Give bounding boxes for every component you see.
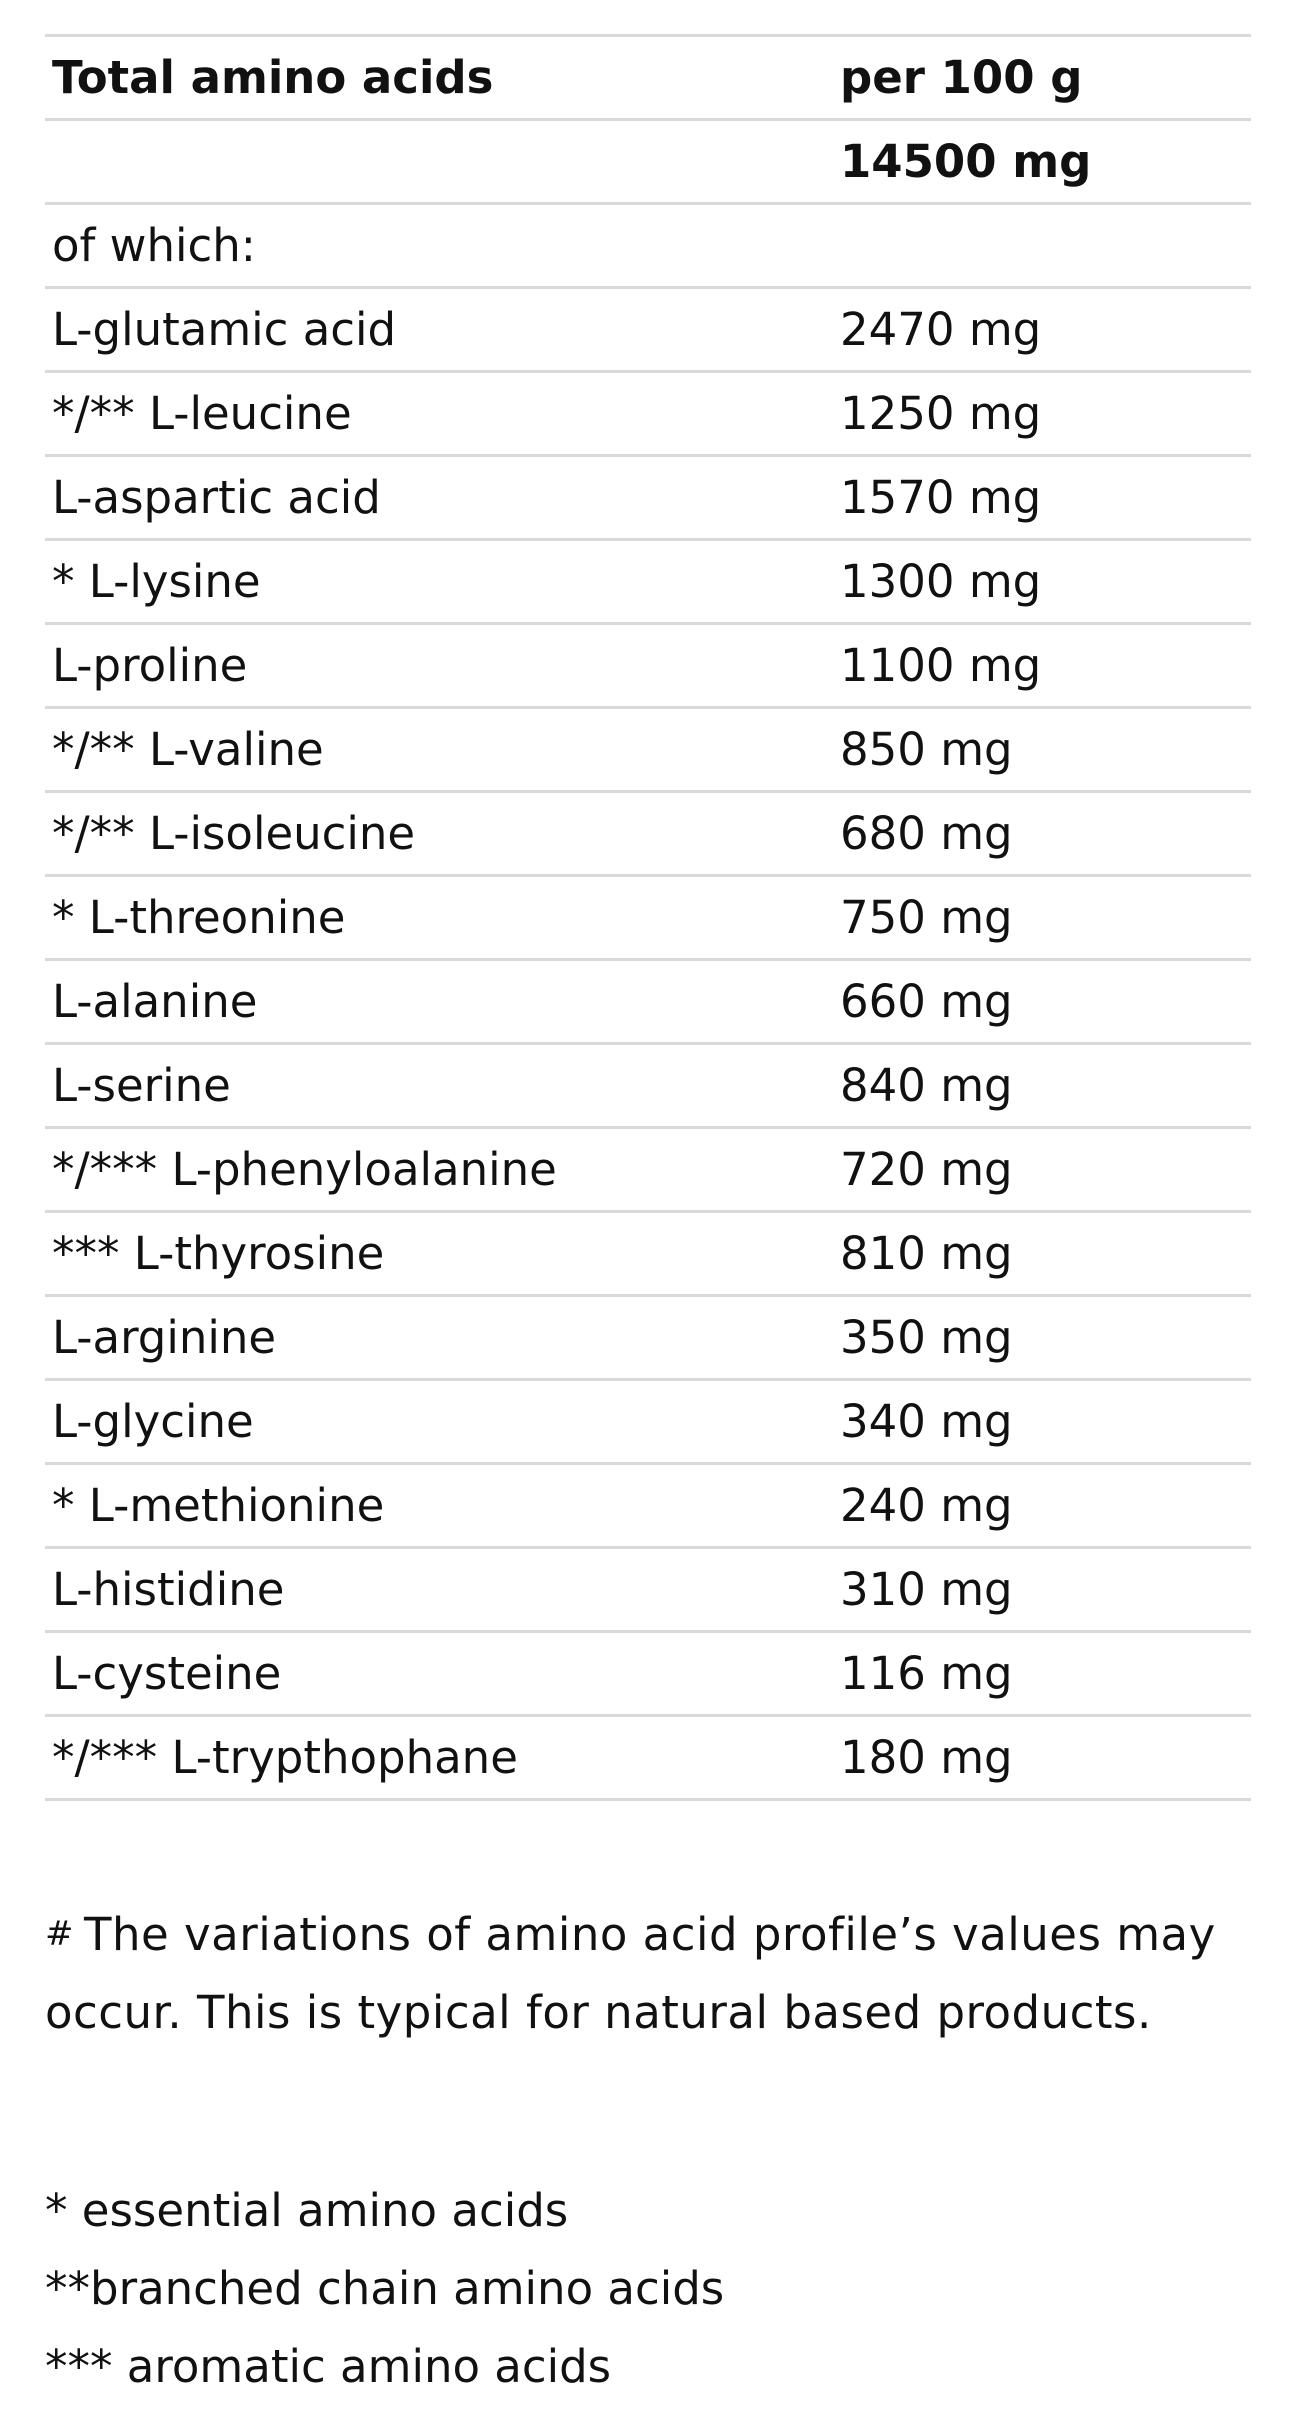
- amino-acid-amount: 720 mg: [840, 1143, 1013, 1196]
- amino-acid-amount: 680 mg: [840, 807, 1013, 860]
- table-row: [45, 541, 1251, 625]
- amino-acid-name: L-cysteine: [52, 1647, 282, 1700]
- table-row: [45, 457, 1251, 541]
- amino-acid-amount: 116 mg: [840, 1647, 1013, 1700]
- table-row: [45, 961, 1251, 1045]
- table-row: [45, 793, 1251, 877]
- table-row: [45, 1633, 1251, 1717]
- amino-acid-name: */*** L-phenyloalanine: [52, 1143, 557, 1196]
- table-row: [45, 1045, 1251, 1129]
- amino-acid-name: */*** L-trypthophane: [52, 1731, 518, 1784]
- header-value-cell: per 100 g: [840, 51, 1083, 104]
- table-row: [45, 625, 1251, 709]
- total-value-cell: 14500 mg: [840, 135, 1092, 188]
- amino-acid-amount: 2470 mg: [840, 303, 1042, 356]
- table-header-row: [45, 37, 1251, 121]
- table-row: [45, 373, 1251, 457]
- header-name-cell: Total amino acids: [52, 51, 494, 104]
- table-row: [45, 1549, 1251, 1633]
- amino-acid-amount: 180 mg: [840, 1731, 1013, 1784]
- footnote-legend: [45, 2172, 1225, 2406]
- amino-acid-name: L-serine: [52, 1059, 231, 1112]
- amino-acid-name: L-alanine: [52, 975, 258, 1028]
- amino-acid-amount: 340 mg: [840, 1395, 1013, 1448]
- amino-acid-table: [45, 34, 1251, 1801]
- amino-acid-name: * L-threonine: [52, 891, 346, 944]
- amino-acid-name: */** L-isoleucine: [52, 807, 416, 860]
- amino-acid-name: */** L-leucine: [52, 387, 352, 440]
- total-row: [45, 121, 1251, 205]
- note-text: The variations of amino acid profile’s values may occur. This is typical for natural based products.: [45, 1908, 1216, 2039]
- table-row: [45, 1465, 1251, 1549]
- amino-acid-amount: 310 mg: [840, 1563, 1013, 1616]
- amino-acid-name: L-glutamic acid: [52, 303, 397, 356]
- amino-acid-amount: 840 mg: [840, 1059, 1013, 1112]
- table-row: [45, 1381, 1251, 1465]
- table-row: [45, 289, 1251, 373]
- table-row: [45, 877, 1251, 961]
- amino-acid-name: L-glycine: [52, 1395, 254, 1448]
- amino-acid-name: L-arginine: [52, 1311, 277, 1364]
- amino-acid-amount: 1250 mg: [840, 387, 1042, 440]
- amino-acid-amount: 350 mg: [840, 1311, 1013, 1364]
- table-row: [45, 1717, 1251, 1801]
- amino-acid-amount: 850 mg: [840, 723, 1013, 776]
- legend-essential: * essential amino acids: [45, 2184, 569, 2237]
- amino-acid-amount: 660 mg: [840, 975, 1013, 1028]
- variation-note: [45, 1895, 1225, 2052]
- subheading-cell: of which:: [52, 219, 256, 272]
- amino-acid-name: */** L-valine: [52, 723, 324, 776]
- legend-branched-chain: **branched chain amino acids: [45, 2262, 725, 2315]
- amino-acid-amount: 750 mg: [840, 891, 1013, 944]
- amino-acid-name: *** L-thyrosine: [52, 1227, 385, 1280]
- amino-acid-name: * L-lysine: [52, 555, 261, 608]
- amino-acid-amount: 240 mg: [840, 1479, 1013, 1532]
- amino-acid-rows: [45, 289, 1251, 1801]
- amino-acid-amount: 1100 mg: [840, 639, 1042, 692]
- amino-acid-amount: 1570 mg: [840, 471, 1042, 524]
- amino-acid-name: L-proline: [52, 639, 248, 692]
- amino-acid-amount: 1300 mg: [840, 555, 1042, 608]
- note-hash-symbol: #: [45, 1914, 74, 1954]
- table-row: [45, 1213, 1251, 1297]
- amino-acid-name: * L-methionine: [52, 1479, 385, 1532]
- amino-acid-name: L-aspartic acid: [52, 471, 381, 524]
- legend-aromatic: *** aromatic amino acids: [45, 2340, 612, 2393]
- table-row: [45, 709, 1251, 793]
- subheading-row: [45, 205, 1251, 289]
- table-row: [45, 1297, 1251, 1381]
- amino-acid-name: L-histidine: [52, 1563, 285, 1616]
- amino-acid-amount: 810 mg: [840, 1227, 1013, 1280]
- table-row: [45, 1129, 1251, 1213]
